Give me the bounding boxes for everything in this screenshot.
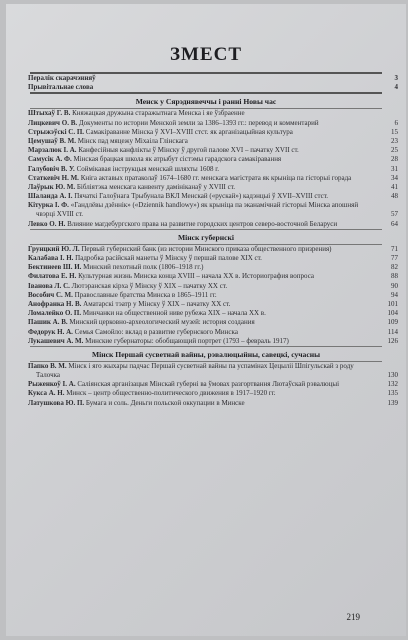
entry-title: Минский пехотный полк (1806–1918 гг.) xyxy=(83,263,204,272)
toc-entry[interactable] xyxy=(6,146,406,155)
entry-author: Папко В. М. xyxy=(28,361,69,370)
toc-entry[interactable] xyxy=(6,282,406,291)
entry-title: Минский церковно-археологический музей: история создания xyxy=(69,318,255,327)
entry-page-number: 130 xyxy=(387,370,398,379)
toc-entry[interactable] xyxy=(6,328,406,337)
entry-author: Лаўрык Ю. М. xyxy=(28,183,77,192)
toc-entry[interactable] xyxy=(6,74,406,83)
entry-author: Латушкова Ю. П. xyxy=(28,398,86,407)
entry-author: Стрыжэўскі С. П. xyxy=(28,127,86,136)
entry-page-number: 109 xyxy=(387,318,398,327)
entry-page-number: 71 xyxy=(391,244,398,253)
entry-page-number: 48 xyxy=(391,192,398,201)
toc-entry[interactable] xyxy=(6,165,406,174)
entry-page-number: 15 xyxy=(391,127,398,136)
entry-title: Православные братства Минска в 1865–1911 гг. xyxy=(74,290,217,299)
entry-title: Первый губернский банк (из истории Минского приказа общественного призрения) xyxy=(81,244,332,253)
section-heading: Мінск губернскі xyxy=(178,232,234,242)
entry-title: Семья Самойло: вклад в развитие губернского Минска xyxy=(74,327,238,336)
entry-page-number: 88 xyxy=(391,272,398,281)
divider xyxy=(30,229,382,230)
toc-entry[interactable] xyxy=(6,119,406,128)
section-heading: Мінск Першай сусветнай вайны, рэвалюцыйны, савецкі, сучасны xyxy=(91,349,321,359)
entry-author: Статкевіч Н. М. xyxy=(28,173,81,182)
entry-title: Соймікавая інструкцыя менскай шляхты 1608 г. xyxy=(76,164,220,173)
section-heading: Менск у Сярэднявеччы і ранні Новы час xyxy=(135,97,277,107)
entry-title: Пералік скарачэнняў xyxy=(28,74,96,82)
entry-author: Калабава І. Н. xyxy=(28,253,76,262)
entry-page-number: 64 xyxy=(391,219,398,228)
toc-entry[interactable] xyxy=(6,220,406,229)
entry-page-number: 90 xyxy=(391,281,398,290)
entry-author: Галубовіч В. У. xyxy=(28,164,77,173)
entry-author: Пашик А. В. xyxy=(28,318,70,327)
entry-author: Филатова Е. Н. xyxy=(28,272,79,281)
page-title: ЗМЕСТ xyxy=(169,44,243,65)
entry-page-number: 94 xyxy=(391,290,398,299)
entry-page-number: 82 xyxy=(391,263,398,272)
entry-page-number: 135 xyxy=(387,389,398,398)
entry-title: Документы по истории Менской земли за 1386–1393 гг.: перевод и комментарий xyxy=(78,118,319,127)
toc-entry[interactable] xyxy=(6,174,406,183)
entry-author: Ломалейко О. П. xyxy=(28,309,83,318)
entry-page-number: 77 xyxy=(391,253,398,262)
entry-title: Бумага и соль. Деньги польской оккупации в Минске xyxy=(85,398,245,407)
toc-entry[interactable] xyxy=(6,155,406,164)
entry-title: Пячаткі Галоўнага Трыбунала ВКЛ Менскай («рускай») кадэнцыі ў XVII–XVIII стст. xyxy=(74,192,328,201)
entry-author: Кукса А. Н. xyxy=(28,389,67,398)
table-of-contents xyxy=(6,72,406,408)
entry-page-number: 3 xyxy=(394,74,398,82)
entry-page-number: 25 xyxy=(391,146,398,155)
entry-page-number: 132 xyxy=(387,380,398,389)
toc-entry[interactable] xyxy=(6,263,406,272)
entry-title: Аматарскі тэатр у Мінску ў XIX – пачатку ХХ ст. xyxy=(83,299,231,308)
entry-author: Кітурка І. Ф. xyxy=(28,201,71,210)
entry-page-number: 31 xyxy=(391,164,398,173)
entry-author: Левко О. Н. xyxy=(28,219,68,228)
entry-title: Канфесійныя канфлікты ў Мінску ў другой палове XVI – пачатку XVII ст. xyxy=(78,146,299,155)
entry-title: Мінск пад мяцежу Міхаіла Глінскага xyxy=(77,137,188,146)
page-number: 219 xyxy=(346,612,360,622)
entry-page-number: 57 xyxy=(391,210,398,219)
toc-entry[interactable] xyxy=(6,183,406,192)
divider xyxy=(30,346,382,347)
entry-page-number: 23 xyxy=(391,137,398,146)
entry-author: Марзалюк І. А. xyxy=(28,146,79,155)
entry-page-number: 139 xyxy=(387,398,398,407)
entry-author: Грунцкий Ю. Л. xyxy=(28,244,82,253)
entry-author: Самусік А. Ф. xyxy=(28,155,74,164)
toc-entry[interactable] xyxy=(6,318,406,327)
toc-entry[interactable] xyxy=(6,362,406,380)
entry-author: Бектинеев Ш. И. xyxy=(28,263,84,272)
toc-entry[interactable] xyxy=(6,109,406,118)
entry-author: Федорук Н. А. xyxy=(28,327,75,336)
entry-title: Мінск і яго жыхары падчас Першай сусветнай вайны па успамінах Цецыліі Шпігульскай з роду Талочка xyxy=(36,361,354,379)
entry-author: Штыхаў Г. В. xyxy=(28,109,73,118)
entry-page-number: 6 xyxy=(394,118,398,127)
entry-author: Шаланда А. І. xyxy=(28,192,75,201)
entry-author: Рыженкоў І. А. xyxy=(28,380,78,389)
toc-entry[interactable] xyxy=(6,83,406,92)
toc-entry[interactable] xyxy=(6,137,406,146)
toc-entry[interactable] xyxy=(6,201,406,219)
entry-title: Прывітальнае слова xyxy=(28,83,94,92)
toc-entry[interactable] xyxy=(6,300,406,309)
entry-title: Падробка расійскай манеты ў Мінску ў першай палове ХІХ ст. xyxy=(75,253,262,262)
entry-title: Влияние магдебургского права на развитие городских центров северо-восточной Беларуси xyxy=(67,219,338,228)
entry-page-number: 4 xyxy=(394,83,398,92)
entry-author: Цемушаў В. М. xyxy=(28,137,78,146)
entry-title: Культурная жизнь Минска конца XVIII – начала ХХ в. Историография вопроса xyxy=(78,272,315,281)
entry-author: Вособич С. М. xyxy=(28,290,75,299)
document-page xyxy=(6,4,406,636)
entry-author: Лицкевич О. В. xyxy=(28,118,79,127)
entry-title: «Гандлёвы дзённік» («Dziennik handlowy») як крыніца па эканамічнай гісторыі Мінска апошняй чвэрці XVIII ст. xyxy=(36,201,359,219)
entry-title: Лютэранская кірха ў Мінску ў XIX – пачатку ХХ ст. xyxy=(71,281,228,290)
entry-title: Княжацкая дружына старажытнага Менска і яе ўзбраенне xyxy=(72,109,245,118)
toc-entry[interactable] xyxy=(6,309,406,318)
toc-entry[interactable] xyxy=(6,389,406,398)
entry-title: Мінская брацкая школа як атрыбут сістэмы гарадскога самакіравання xyxy=(73,155,282,164)
entry-title: Минск – центр общественно-политического движения в 1917–1920 гг. xyxy=(66,389,276,398)
entry-page-number: 104 xyxy=(387,309,398,318)
toc-entry[interactable] xyxy=(6,245,406,254)
toc-entry[interactable] xyxy=(6,272,406,281)
toc-entry[interactable] xyxy=(6,192,406,201)
entry-page-number: 41 xyxy=(391,183,398,192)
toc-entry[interactable] xyxy=(6,337,406,346)
entry-title: Минчанки на общественной ниве рубежа XIX – начала ХХ в. xyxy=(82,309,266,318)
entry-author: Лукашевич А. М. xyxy=(28,336,86,345)
toc-entry[interactable] xyxy=(6,380,406,389)
entry-title: Саліянская арганізацыя Мінскай губерні ва ўмовах разгортвання Лютаўскай рэвалюцыі xyxy=(77,380,340,389)
toc-entry[interactable] xyxy=(6,399,406,408)
entry-title: Самакіраванне Мінска ў XVI–XVIII стст. як арганізацыйная культура xyxy=(85,127,293,136)
entry-page-number: 126 xyxy=(387,336,398,345)
entry-title: Минские губернаторы: обобщающий портрет (1793 – февраль 1917) xyxy=(85,336,289,345)
entry-author: Іванова Л. С. xyxy=(28,281,72,290)
entry-title: Бібліятэка менскага канвенту дамініканаў у XVIII ст. xyxy=(76,183,235,192)
toc-entry[interactable] xyxy=(6,254,406,263)
entry-page-number: 34 xyxy=(391,173,398,182)
entry-author: Анофранка Н. В. xyxy=(28,299,84,308)
entry-title: Кніга актавых пратаколаў 1674–1680 гг. менскага магістрата як крыніца па гісторыі горада xyxy=(80,173,352,182)
entry-page-number: 114 xyxy=(387,327,398,336)
toc-entry[interactable] xyxy=(6,128,406,137)
toc-entry[interactable] xyxy=(6,291,406,300)
entry-page-number: 28 xyxy=(391,155,398,164)
divider xyxy=(30,92,382,94)
entry-page-number: 101 xyxy=(387,299,398,308)
